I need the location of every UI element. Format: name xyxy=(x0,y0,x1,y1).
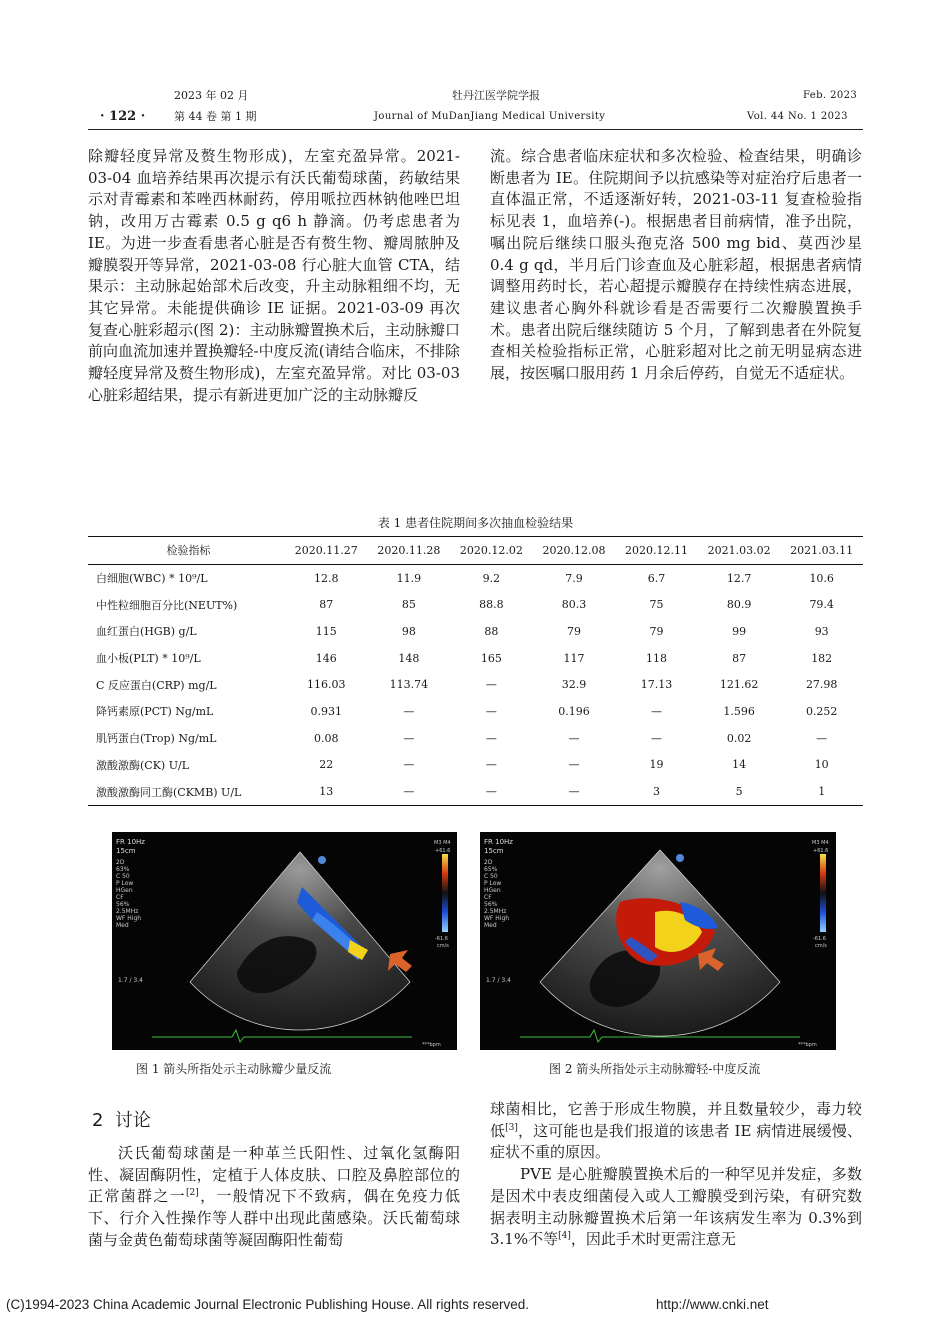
fig2-settings xyxy=(484,859,509,929)
table-cell: 182 xyxy=(811,651,833,665)
table-cell: 88.8 xyxy=(479,598,504,612)
table-header-cell: 2021.03.02 xyxy=(707,543,771,557)
figure-1-caption: 图 1 箭头所指处示主动脉瓣少量反流 xyxy=(136,1062,332,1076)
fig1-setting: CF xyxy=(116,894,124,901)
discussion-paragraph xyxy=(88,1143,460,1252)
table-cell: 6.7 xyxy=(647,571,666,585)
fig1-scale-top: +61.6 xyxy=(435,848,451,854)
table-row xyxy=(88,671,863,698)
table-cell: — xyxy=(485,731,497,745)
discussion-text: PVE 是心脏瓣膜置换术后的一种罕见并发症，多数是因术中表皮细菌侵入或人工瓣膜受到污染，有研究数据表明主动脉瓣置换术后第一年该病发生率为 0.3%到 3.1%不等 xyxy=(490,1165,862,1249)
table-cell: 19 xyxy=(649,758,664,772)
table-cell: 117 xyxy=(563,651,585,665)
table-cell: 0.08 xyxy=(314,731,339,745)
table-cell: — xyxy=(403,704,415,718)
table-cell: — xyxy=(568,758,580,772)
table-cell: 148 xyxy=(398,651,420,665)
fig1-coords: 1.7 / 3.4 xyxy=(118,977,143,984)
table-cell: 79.4 xyxy=(809,598,834,612)
table-cell: 5 xyxy=(735,785,743,799)
figure-1-echo-image xyxy=(112,832,457,1050)
table-cell: 22 xyxy=(319,758,334,772)
table-cell: — xyxy=(403,731,415,745)
discussion-paragraph xyxy=(490,1099,862,1164)
table-cell: 75 xyxy=(649,598,664,612)
table-cell: — xyxy=(403,785,415,799)
table-header-row xyxy=(88,537,863,565)
table-cell: 80.3 xyxy=(561,598,587,612)
discussion-left-column xyxy=(88,1143,460,1252)
left-column-paragraph: 除瓣轻度异常及赘生物形成)，左室充盈异常。2021-03-04 血培养结果再次提示有沃氏葡萄球菌，药敏结果示对青霉素和苯唑西林耐药，停用哌拉西林钠他唑巴坦钠，改用万古霉素 0.5 g q6 h 静滴。仍考虑患者为 IE。为进一步查看患者心脏是否有赘生物、瓣周脓肿及瓣膜裂开等异常，2021-03-08 行心脏大血管 CTA，结果示：主动脉起始部术后改变，升主动脉粗细不均，无其它异常。未能提供确诊 IE 证据。2021-03-09 再次复查心脏彩超示(图 2)：主动脉瓣置换术后，主动脉瓣口前向血流加速并置换瓣轻-中度反流(请结合临床，不排除瓣轻度异常及赘生物形成)，左室充盈异常。对比 03-03 心脏彩超结果，提示有新进更加广泛的主动脉瓣反 xyxy=(88,147,460,404)
discussion-text: 球菌相比，它善于形成生物膜，并且数量较少，毒力较低 xyxy=(490,1100,862,1140)
discussion-text: 沃氏葡萄球菌是一种革兰氏阳性、过氧化氢酶阳性、凝固酶阴性，定植于人体皮肤、口腔及鼻腔部位的正常菌群之一 xyxy=(88,1144,460,1206)
header-journal-en: Journal of MuDanJiang Medical University xyxy=(374,111,606,122)
table-row-label: C 反应蛋白(CRP) mg/L xyxy=(96,678,217,692)
table-cell: 99 xyxy=(732,624,747,638)
table-cell: 0.02 xyxy=(726,731,752,745)
fig2-setting: WF High xyxy=(484,915,510,922)
table-row xyxy=(88,778,863,805)
table-caption: 表 1 患者住院期间多次抽血检验结果 xyxy=(377,516,574,530)
table-row xyxy=(88,725,863,752)
table-cell: — xyxy=(651,704,663,718)
lab-results-table xyxy=(88,536,863,806)
header-date-cn: 2023 年 02 月 xyxy=(174,89,249,102)
table-cell: 165 xyxy=(480,651,502,665)
fig2-setting: 65% xyxy=(484,866,498,873)
citation-ref[interactable]: [2] xyxy=(185,1188,199,1199)
fig1-frame-rate: FR 10Hz xyxy=(116,838,145,846)
fig1-setting: 56% xyxy=(116,901,130,908)
header-volume-en: Vol. 44 No. 1 2023 xyxy=(747,111,848,122)
header-journal-cn: 牡丹江医学院学报 xyxy=(452,89,540,102)
fig2-scale-unit: cm/s xyxy=(815,943,827,949)
footer-copyright: (C)1994-2023 China Academic Journal Electronic Publishing House. All rights reserved. xyxy=(6,1297,530,1312)
discussion-paragraph xyxy=(490,1164,862,1251)
table-cell: 0.196 xyxy=(558,704,590,718)
table-cell: 11.9 xyxy=(396,571,422,585)
table-header-cell: 2020.12.08 xyxy=(542,543,606,557)
fig1-depth: 15cm xyxy=(116,847,136,855)
table-cell: 87 xyxy=(319,598,334,612)
table-cell: 118 xyxy=(646,651,668,665)
table-cell: — xyxy=(485,678,497,692)
fig2-setting: C 50 xyxy=(484,873,498,880)
table-cell: 79 xyxy=(649,624,664,638)
fig2-setting: HGen xyxy=(484,887,501,894)
fig2-frame-rate: FR 10Hz xyxy=(484,838,513,846)
table-cell: 27.98 xyxy=(805,678,838,692)
table-row xyxy=(88,591,863,618)
figure-2-echo-image xyxy=(480,832,836,1050)
fig1-setting: 63% xyxy=(116,866,130,873)
header-page-number: · 122 · xyxy=(100,109,146,124)
table-cell: — xyxy=(485,758,497,772)
table-row xyxy=(88,564,863,591)
table-cell: 121.62 xyxy=(719,678,759,692)
ecg-trace xyxy=(152,1030,412,1042)
table-row xyxy=(88,698,863,725)
table-cell: — xyxy=(816,731,828,745)
table-cell: 13 xyxy=(319,785,334,799)
citation-ref[interactable]: [4] xyxy=(558,1231,571,1242)
orientation-marker xyxy=(318,856,326,864)
table-cell: 116.03 xyxy=(307,678,346,692)
table-cell: 1.596 xyxy=(723,704,755,718)
table-cell: 1 xyxy=(818,785,826,799)
table-cell: 10.6 xyxy=(809,571,834,585)
table-cell: 85 xyxy=(401,598,416,612)
table-header-cell: 2021.03.11 xyxy=(790,543,854,557)
fig2-setting: 56% xyxy=(484,901,498,908)
table-cell: — xyxy=(568,785,580,799)
table-row-label: 血红蛋白(HGB) g/L xyxy=(96,625,197,639)
fig2-scale-bottom: -61.6 xyxy=(813,936,826,942)
fig1-setting: 2.5MHz xyxy=(116,908,139,915)
table-row-label: 血小板(PLT) * 10⁹/L xyxy=(96,652,201,666)
table-cell: — xyxy=(485,704,497,718)
table-header-cell: 2020.12.11 xyxy=(625,543,689,557)
fig1-bpm: ***bpm xyxy=(422,1042,441,1048)
table-cell: 17.13 xyxy=(640,678,673,692)
table-cell: 115 xyxy=(315,624,337,638)
table-cell: 3 xyxy=(653,785,661,799)
fig2-coords: 1.7 / 3.4 xyxy=(486,977,511,984)
table-row-label: 激酸激酶(CK) U/L xyxy=(96,758,189,772)
header-date-en: Feb. 2023 xyxy=(803,90,858,101)
table-row-label: 降钙素原(PCT) Ng/mL xyxy=(96,705,214,719)
table-cell: — xyxy=(485,785,497,799)
table-cell: 88 xyxy=(484,624,499,638)
fig1-setting: P Low xyxy=(116,880,134,887)
fig2-setting: CF xyxy=(484,894,492,901)
table-cell: 9.2 xyxy=(482,571,501,585)
table-cell: 7.9 xyxy=(565,571,583,585)
fig2-setting: Med xyxy=(484,922,497,929)
table-header-cell: 2020.11.27 xyxy=(294,543,358,557)
section-number: 2 xyxy=(92,1110,104,1131)
table-row-label: 中性粒细胞百分比(NEUT%) xyxy=(96,598,238,612)
table-cell: 87 xyxy=(732,651,747,665)
fig2-bpm: ***bpm xyxy=(798,1042,817,1048)
table-header-cell: 检验指标 xyxy=(166,544,211,558)
table-row xyxy=(88,752,863,779)
discussion-right-column xyxy=(490,1099,862,1251)
fig2-setting: 2D xyxy=(484,859,493,866)
fig2-probe: M3 M4 xyxy=(812,840,829,846)
fig1-scale-unit: cm/s xyxy=(437,943,449,949)
table-cell: 146 xyxy=(315,651,337,665)
fig1-setting: WF High xyxy=(116,915,142,922)
orientation-marker xyxy=(676,854,684,862)
table-header-cell: 2020.12.02 xyxy=(459,543,523,557)
table-row xyxy=(88,618,863,645)
table-cell: 10 xyxy=(814,758,829,772)
table-row-label: 激酸激酶同工酶(CKMB) U/L xyxy=(96,785,242,799)
section-title: 讨论 xyxy=(114,1110,151,1131)
table-header-cell: 2020.11.28 xyxy=(377,543,441,557)
table-cell: 0.252 xyxy=(805,704,838,718)
section-heading xyxy=(92,1106,151,1132)
velocity-scale-bar xyxy=(820,854,826,932)
right-column xyxy=(490,146,862,385)
figure-1-echo-svg xyxy=(112,832,457,1050)
citation-ref[interactable]: [3] xyxy=(505,1122,518,1133)
table-cell: 14 xyxy=(732,758,747,772)
table-cell: — xyxy=(651,731,663,745)
discussion-text: ，因此手术时更需注意无 xyxy=(570,1230,736,1249)
fig1-setting: 2D xyxy=(116,859,125,866)
table-row-label: 肌钙蛋白(Trop) Ng/mL xyxy=(96,732,217,746)
table-cell: 12.8 xyxy=(314,571,339,585)
table-cell: 79 xyxy=(566,624,581,638)
fig1-setting: HGen xyxy=(116,887,133,894)
table-cell: — xyxy=(403,758,415,772)
figure-2-echo-svg xyxy=(480,832,836,1050)
fig2-setting: 2.5MHz xyxy=(484,908,507,915)
discussion-text: ，一般情况下不致病，偶在免疫力低下、行介入性操作等人群中出现此菌感染。沃氏葡萄球菌与金黄色葡萄球菌等凝固酶阳性葡萄 xyxy=(88,1187,460,1249)
fig2-setting: P Low xyxy=(484,880,502,887)
fig1-probe: M3 M4 xyxy=(434,840,451,846)
table-cell: 12.7 xyxy=(726,571,752,585)
table-cell: 113.74 xyxy=(389,678,429,692)
fig2-depth: 15cm xyxy=(484,847,504,855)
fig2-scale-top: +61.6 xyxy=(813,848,829,854)
table-row-label: 白细胞(WBC) * 10⁹/L xyxy=(96,572,208,586)
table-cell: 98 xyxy=(401,624,416,638)
right-column-paragraph: 流。综合患者临床症状和多次检验、检查结果，明确诊断患者为 IE。住院期间予以抗感染等对症治疗后患者一直体温正常，不适逐渐好转，2021-03-11 复查检验指标见表 1，血培养(-)。根据患者目前病情，准予出院，嘱出院后继续口服头孢克洛 500 mg bid、莫西沙星 0.4 g qd，半月后门诊查血及心脏彩超，根据患者病情调整用药时长，若心超提示瓣膜存在持续性病态进展，建议患者心胸外科就诊看是否需要行二次瓣膜置换手术。患者出院后继续随访 5 个月，了解到患者在外院复查相关检验指标正常，心脏彩超对比之前无明显病态进展，按医嘱口服用药 1 月余后停药，自觉无不适症状。 xyxy=(490,147,862,383)
table-row xyxy=(88,645,863,672)
fig1-settings xyxy=(116,859,141,929)
discussion-text: ，这可能也是我们报道的该患者 IE 病情进展缓慢、症状不重的原因。 xyxy=(490,1121,862,1162)
figure-2-caption: 图 2 箭头所指处示主动脉瓣轻-中度反流 xyxy=(549,1062,761,1076)
velocity-scale-bar xyxy=(442,854,448,932)
fig1-scale-bottom: -61.6 xyxy=(435,936,448,942)
table-cell: — xyxy=(568,731,580,745)
table-cell: 93 xyxy=(814,624,829,638)
table-cell: 32.9 xyxy=(561,678,587,692)
header-volume-cn: 第 44 卷 第 1 期 xyxy=(174,110,257,123)
footer-url[interactable]: http://www.cnki.net xyxy=(656,1297,769,1312)
header-rule xyxy=(88,129,863,130)
table-cell: 80.9 xyxy=(726,598,752,612)
fig1-setting: Med xyxy=(116,922,129,929)
left-column xyxy=(88,146,460,406)
fig1-setting: C 50 xyxy=(116,873,130,880)
table-cell: 0.931 xyxy=(310,704,343,718)
